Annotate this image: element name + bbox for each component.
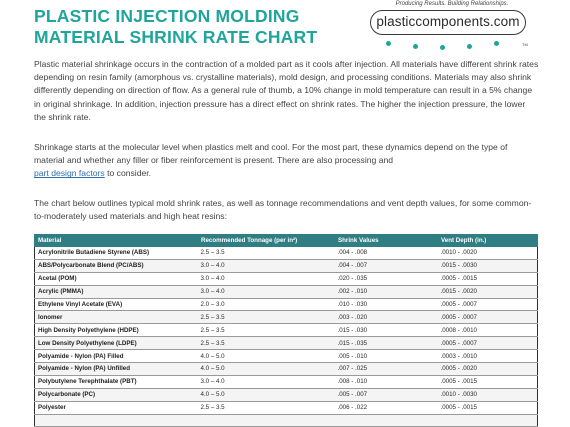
material-cell: Acrylonitrile Butadiene Styrene (ABS) [35, 247, 198, 260]
part-design-factors-link[interactable]: part design factors [34, 168, 105, 179]
table-row [35, 363, 538, 376]
table-row [35, 285, 538, 298]
material-cell: Polyamide - Nylon (PA) Unfilled [35, 363, 198, 376]
vent-depth-cell [438, 414, 538, 427]
vent-depth-cell: .0005 - .0020 [438, 363, 538, 376]
shrink-value-cell: .008 - .010 [335, 375, 438, 388]
shrink-value-cell: .015 - .035 [335, 337, 438, 350]
vent-depth-cell: .0015 - .0020 [438, 285, 538, 298]
shrink-value-cell: .007 - .025 [335, 363, 438, 376]
vent-depth-cell: .0008 - .0010 [438, 324, 538, 337]
material-cell [35, 414, 198, 427]
table-row [35, 272, 538, 285]
column-header-shrink: Shrink Values [335, 235, 438, 247]
tonnage-cell: 2.5 – 3.5 [198, 311, 335, 324]
column-header-material: Material [35, 235, 198, 247]
table-row [35, 337, 538, 350]
tonnage-cell: 4.0 – 5.0 [198, 388, 335, 401]
material-cell: Polyamide - Nylon (PA) Filled [35, 350, 198, 363]
company-logo[interactable] [366, 0, 538, 50]
tonnage-cell: 3.0 – 4.0 [198, 272, 335, 285]
shrink-value-cell: .015 - .030 [335, 324, 438, 337]
paragraph-2-tail: to consider. [104, 168, 152, 179]
shrink-value-cell: .005 - .007 [335, 388, 438, 401]
shrink-rate-table [34, 234, 538, 427]
shrink-value-cell: .004 - .008 [335, 247, 438, 260]
logo-tagline: Producing Results. Building Relationships. [395, 1, 509, 7]
tonnage-cell: 3.0 – 4.0 [198, 259, 335, 272]
shrink-value-cell: .006 - .022 [335, 401, 438, 414]
intro-paragraph-3: The chart below outlines typical mold shrink rates, as well as tonnage recommendations and vent depth values, for some common-to-moderately used materials and high heat resins: [34, 198, 532, 222]
table-body [35, 247, 538, 427]
table-row [35, 298, 538, 311]
tonnage-cell: 4.0 – 5.0 [198, 363, 335, 376]
material-cell: Low Density Polyethylene (LDPE) [35, 337, 198, 350]
shrink-value-cell: .010 - .030 [335, 298, 438, 311]
intro-paragraph-2 [34, 141, 539, 181]
shrink-value-cell: .020 - .035 [335, 272, 438, 285]
vent-depth-cell: .0005 - .0015 [438, 375, 538, 388]
vent-depth-cell: .0015 - .0030 [438, 259, 538, 272]
tonnage-cell: 2.5 – 3.5 [198, 324, 335, 337]
material-cell: Polybutylene Terephthalate (PBT) [35, 375, 198, 388]
vent-depth-cell: .0010 - .0020 [438, 247, 538, 260]
vent-depth-cell: .0005 - .0015 [438, 401, 538, 414]
table-row [35, 259, 538, 272]
table-row [35, 247, 538, 260]
vent-depth-cell: .0005 - .0007 [438, 311, 538, 324]
material-cell: Polycarbonate (PC) [35, 388, 198, 401]
paragraph-2-text: Shrinkage starts at the molecular level when plastics melt and cool. For the most part, these dynamics depend on the type of material and whether any filler or fiber reinforcement is present. There are also processing and [34, 142, 508, 166]
shrink-value-cell: .005 - .010 [335, 350, 438, 363]
tonnage-cell [198, 414, 335, 427]
intro-paragraph-1: Plastic material shrinkage occurs in the contraction of a molded part as it cools after injection. All materials have different shrink rates depending on resin family (amorphous vs. crystalline materials), mold design, and processing conditions. Materials may also shrink differently depending on direction of flow. As a general rule of thumb, a 10% change in mold temperature can result in a 5% change in original shrinkage. In addition, injection pressure has a direct effect on shrink rates. The higher the injection pressure, the lower the shrink rate. [34, 59, 539, 122]
table-row [35, 375, 538, 388]
tonnage-cell: 4.0 – 5.0 [198, 350, 335, 363]
tonnage-cell: 3.0 – 4.0 [198, 375, 335, 388]
shrink-value-cell: .003 - .020 [335, 311, 438, 324]
tonnage-cell: 3.0 – 4.0 [198, 285, 335, 298]
shrink-rate-table-container [34, 234, 537, 427]
material-cell: Ethylene Vinyl Acetate (EVA) [35, 298, 198, 311]
column-header-vent-depth: Vent Depth (in.) [438, 235, 538, 247]
material-cell: Ionomer [35, 311, 198, 324]
table-row [35, 324, 538, 337]
page-title [34, 6, 317, 48]
material-cell: High Density Polyethylene (HDPE) [35, 324, 198, 337]
material-cell: Polyester [35, 401, 198, 414]
shrink-value-cell: .002 - .010 [335, 285, 438, 298]
logo-wordmark: plasticcomponents.com [370, 10, 526, 35]
table-row [35, 311, 538, 324]
shrink-value-cell [335, 414, 438, 427]
tonnage-cell: 2.5 – 3.5 [198, 401, 335, 414]
shrink-value-cell: .004 - .007 [335, 259, 438, 272]
vent-depth-cell: .0010 - .0030 [438, 388, 538, 401]
tonnage-cell: 2.5 – 3.5 [198, 337, 335, 350]
vent-depth-cell: .0005 - .0007 [438, 298, 538, 311]
column-header-tonnage: Recommended Tonnage (per in²) [198, 235, 335, 247]
material-cell: Acetal (POM) [35, 272, 198, 285]
vent-depth-cell: .0005 - .0015 [438, 272, 538, 285]
table-row [35, 401, 538, 414]
table-header-row [35, 235, 538, 247]
material-cell: Acrylic (PMMA) [35, 285, 198, 298]
tonnage-cell: 2.0 – 3.0 [198, 298, 335, 311]
table-row [35, 388, 538, 401]
title-line-1: PLASTIC INJECTION MOLDING [34, 6, 300, 26]
trademark-mark: TM [522, 42, 528, 47]
table-row [35, 414, 538, 427]
material-cell: ABS/Polycarbonate Blend (PC/ABS) [35, 259, 198, 272]
tonnage-cell: 2.5 – 3.5 [198, 247, 335, 260]
vent-depth-cell: .0003 - .0010 [438, 350, 538, 363]
table-row [35, 350, 538, 363]
vent-depth-cell: .0005 - .0007 [438, 337, 538, 350]
logo-dots-icon [366, 36, 538, 50]
title-line-2: MATERIAL SHRINK RATE CHART [34, 27, 318, 47]
